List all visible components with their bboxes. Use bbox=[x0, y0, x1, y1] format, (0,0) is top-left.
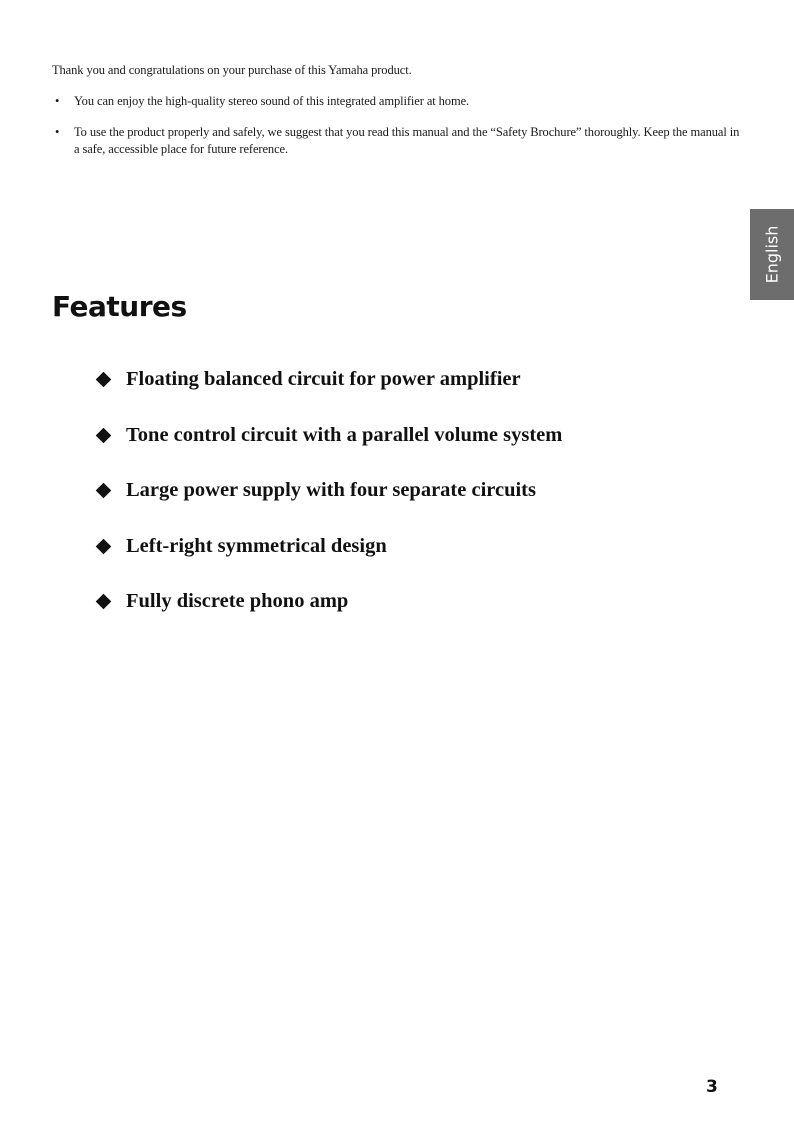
feature-item bbox=[95, 535, 562, 591]
intro-lead: Thank you and congratulations on your purchase of this Yamaha product. bbox=[52, 63, 412, 77]
feature-item-text: Floating balanced circuit for power amplifier bbox=[126, 368, 521, 390]
intro-bullet-list bbox=[52, 93, 742, 158]
diamond-bullet-icon bbox=[96, 427, 112, 443]
intro-bullet-item bbox=[52, 93, 742, 110]
feature-item-text: Large power supply with four separate circuits bbox=[126, 479, 536, 501]
page-number: 3 bbox=[706, 1077, 718, 1097]
diamond-bullet-icon bbox=[96, 594, 112, 610]
features-heading: Features bbox=[52, 290, 187, 323]
feature-item-text: Tone control circuit with a parallel volume system bbox=[126, 423, 563, 446]
language-tab-label: English bbox=[762, 225, 782, 284]
feature-item bbox=[95, 479, 562, 535]
feature-item-text: Left-right symmetrical design bbox=[126, 534, 387, 557]
language-tab bbox=[750, 209, 794, 300]
bullet-dot-icon: • bbox=[55, 125, 60, 139]
feature-item-text: Fully discrete phono amp bbox=[126, 590, 349, 612]
bullet-dot-icon: • bbox=[55, 94, 60, 108]
diamond-bullet-icon bbox=[96, 372, 112, 388]
features-list bbox=[95, 368, 562, 646]
feature-item bbox=[95, 424, 562, 480]
feature-item bbox=[95, 368, 562, 424]
intro-bullet-text: To use the product properly and safely, we suggest that you read this manual and the “Safety Brochure” thoroughly. Keep the manual in a safe, accessible place for future reference. bbox=[74, 125, 740, 156]
intro-bullet-text: You can enjoy the high-quality stereo sound of this integrated amplifier at home. bbox=[74, 94, 470, 108]
feature-item bbox=[95, 590, 562, 646]
intro-bullet-item bbox=[52, 124, 742, 158]
diamond-bullet-icon bbox=[96, 483, 112, 499]
intro-section bbox=[52, 62, 742, 172]
diamond-bullet-icon bbox=[96, 538, 112, 554]
